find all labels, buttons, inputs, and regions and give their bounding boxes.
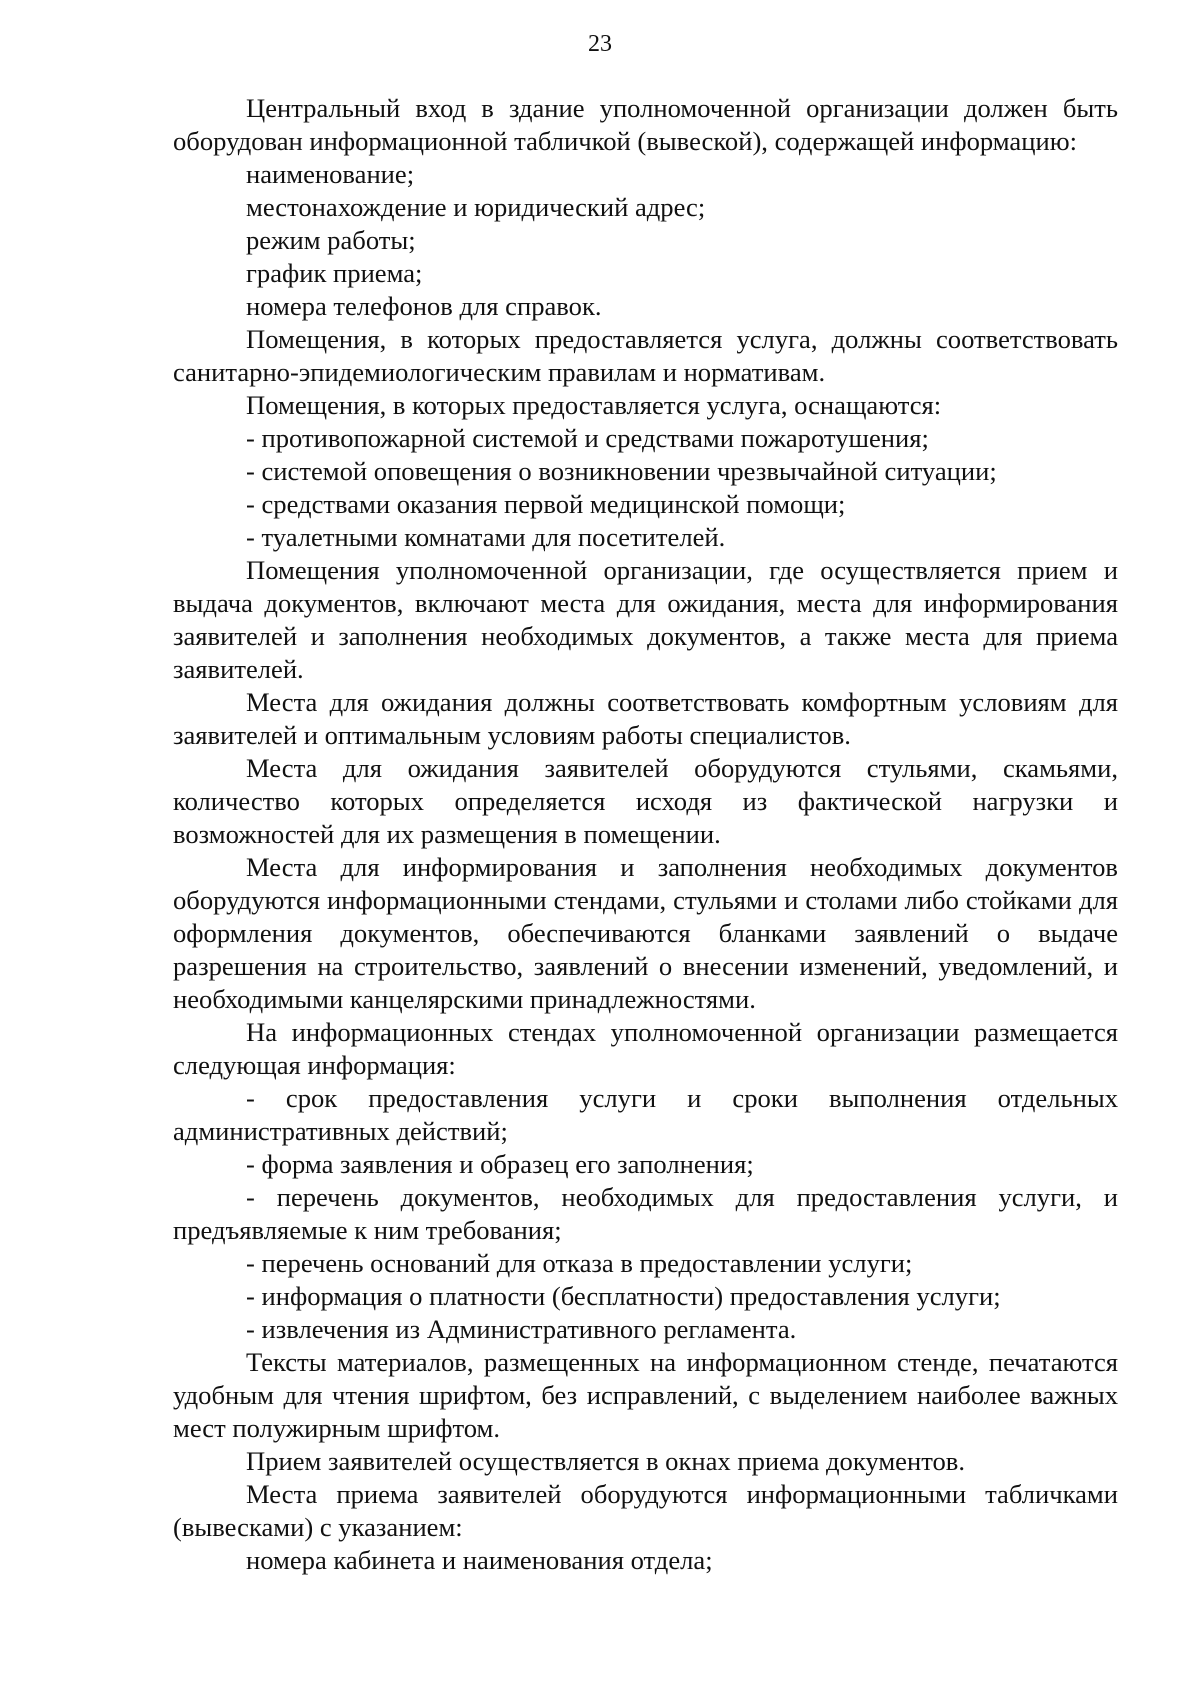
list-item: - информация о платности (бесплатности) предоставления услуги;: [246, 1281, 1001, 1311]
list-item: наименование;: [246, 159, 415, 189]
paragraph-waiting-conditions: Места для ожидания должны соответствовать комфортным условиям для заявителей и оптимальным условиям работы специалистов.: [173, 687, 1118, 750]
list-item: - противопожарной системой и средствами пожаротушения;: [246, 423, 929, 453]
paragraph-equipment: Помещения, в которых предоставляется услуга, оснащаются:: [246, 390, 942, 420]
list-item: - средствами оказания первой медицинской помощи;: [246, 489, 846, 519]
list-item: номера кабинета и наименования отдела;: [246, 1545, 713, 1575]
paragraph-stands: На информационных стендах уполномоченной организации размещается следующая информация:: [173, 1017, 1118, 1080]
paragraph-reception-signs: Места приема заявителей оборудуются информационными табличками (вывесками) с указанием:: [173, 1479, 1118, 1542]
list-item: - извлечения из Административного регламента.: [246, 1314, 797, 1344]
paragraph-premises: Помещения уполномоченной организации, где осуществляется прием и выдача документов, включают места для ожидания, места для информирования заявителей и заполнения необходимых документов, а также места для приема заявителей.: [173, 555, 1118, 684]
list-item: график приема;: [246, 258, 423, 288]
paragraph-information-places: Места для информирования и заполнения необходимых документов оборудуются информационными стендами, стульями и столами либо стойками для оформления документов, обеспечиваются бланками заявлений о выдаче разрешения на строительство, заявлений о внесении изменений, уведомлений, и необходимыми канцелярскими принадлежностями.: [173, 852, 1118, 1014]
paragraph-stand-texts: Тексты материалов, размещенных на информационном стенде, печатаются удобным для чтения шрифтом, без исправлений, с выделением наиболее важных мест полужирным шрифтом.: [173, 1347, 1118, 1443]
paragraph-waiting-seating: Места для ожидания заявителей оборудуются стульями, скамьями, количество которых определяется исходя из фактической нагрузки и возможностей для их размещения в помещении.: [173, 753, 1118, 849]
list-item: - перечень оснований для отказа в предоставлении услуги;: [246, 1248, 913, 1278]
paragraph-reception-windows: Прием заявителей осуществляется в окнах приема документов.: [246, 1446, 965, 1476]
paragraph-entrance-sign: Центральный вход в здание уполномоченной организации должен быть оборудован информационной табличкой (вывеской), содержащей информацию:: [173, 93, 1118, 156]
list-item: - форма заявления и образец его заполнения;: [246, 1149, 754, 1179]
list-item: - перечень документов, необходимых для предоставления услуги, и предъявляемые к ним требования;: [173, 1182, 1118, 1245]
list-item: режим работы;: [246, 225, 416, 255]
list-item: - туалетными комнатами для посетителей.: [246, 522, 726, 552]
list-item: номера телефонов для справок.: [246, 291, 602, 321]
page-number: 23: [588, 31, 612, 57]
paragraph-sanitary-rules: Помещения, в которых предоставляется услуга, должны соответствовать санитарно-эпидемиологическим правилам и нормативам.: [173, 324, 1118, 387]
list-item: - срок предоставления услуги и сроки выполнения отдельных административных действий;: [173, 1083, 1118, 1146]
list-item: местонахождение и юридический адрес;: [246, 192, 706, 222]
list-item: - системой оповещения о возникновении чрезвычайной ситуации;: [246, 456, 997, 486]
document-body: [173, 92, 1118, 1577]
